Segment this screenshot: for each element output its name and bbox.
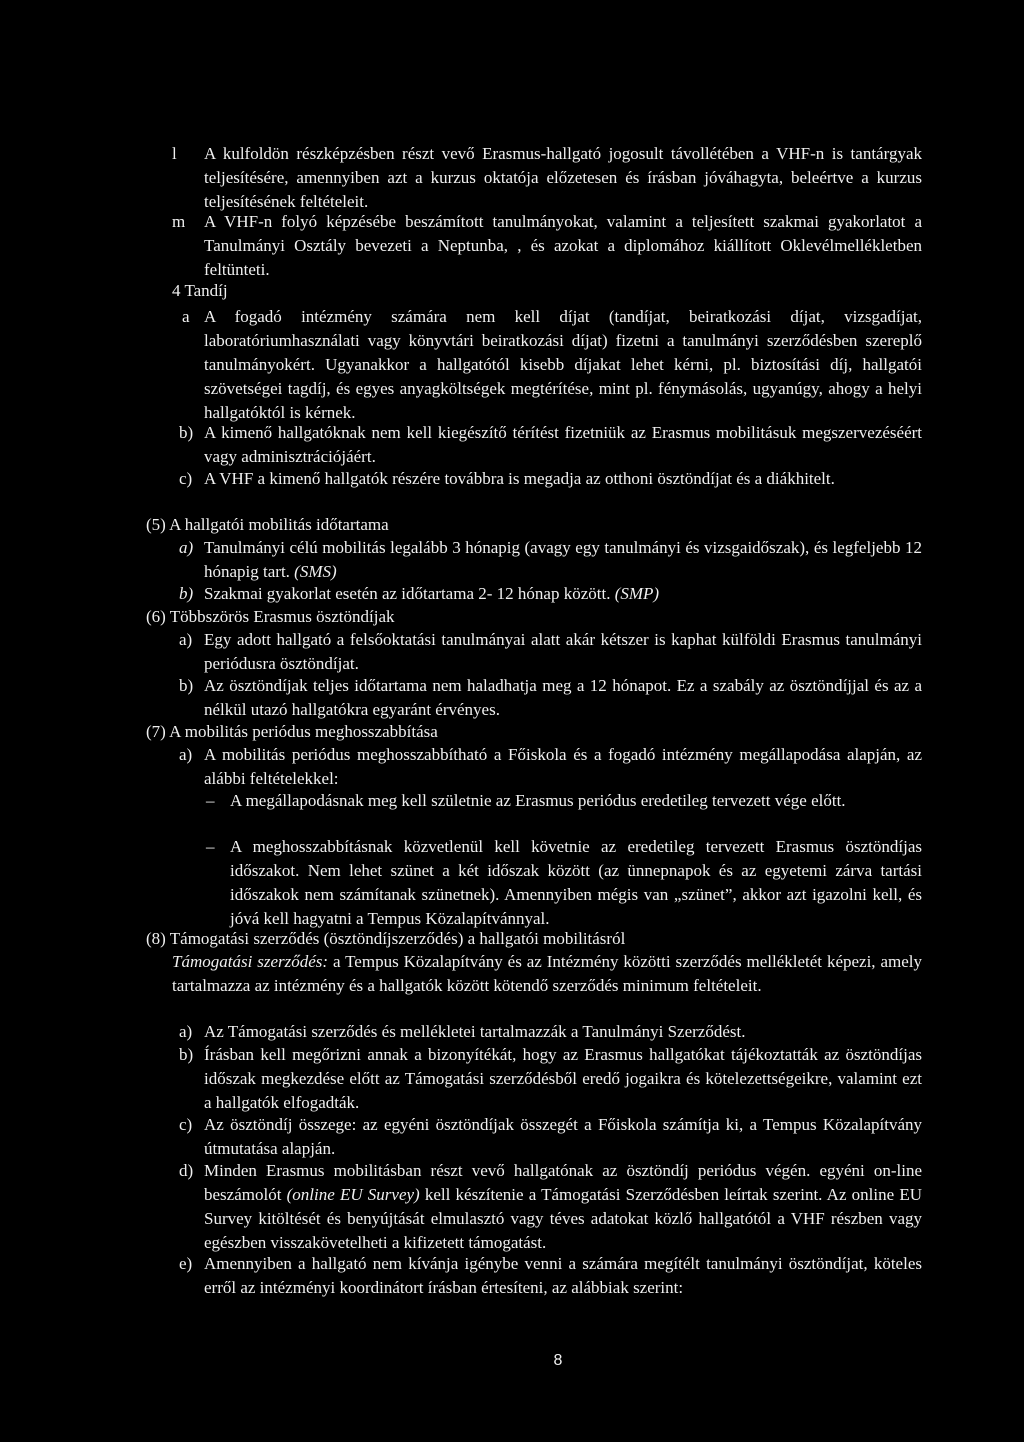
s4-c-label: c) — [179, 469, 193, 488]
item-l-label: l — [172, 144, 177, 163]
s8-intro — [172, 950, 922, 998]
s8-a-label: a) — [179, 1022, 193, 1041]
s5-b-text — [204, 582, 922, 606]
item-m-label: m — [172, 212, 186, 231]
page-number: 8 — [553, 1352, 563, 1369]
s8-d-text — [204, 1159, 922, 1255]
s8-d-body2: kell készítenie a Támogatási Szerződésben leírtak szerint. Az online EU Survey kitöltését és benyújtását elmulasztó vagy téves adatokat közlő hallgatótól a VHF részben vagy egészben visszakövetelheti a kifizetett támogatást. — [204, 1185, 923, 1252]
s6-a-text: Egy adott hallgató a felsőoktatási tanulmányai alatt akár kétszer is kaphat külföldi Erasmus tanulmányi periódusra ösztöndíjat. — [204, 630, 922, 673]
s5-a-body: Tanulmányi célú mobilitás legalább 3 hónapig (avagy egy tanulmányi és vizsgaidőszak), és legfeljebb 12 hónapig tart. — [204, 538, 922, 581]
s8-c-text: Az ösztöndíj összege: az egyéni ösztöndíjak összegét a Főiskola számítja ki, a Tempus Közalapítvány útmutatása alapján. — [204, 1115, 922, 1158]
section-5-heading: (5) A hallgatói mobilitás időtartama — [146, 515, 389, 534]
s8-a-text: Az Támogatási szerződés és mellékletei tartalmazzák a Tanulmányi Szerződést. — [204, 1022, 746, 1041]
s6-b-text: Az ösztöndíjak teljes időtartama nem haladhatja meg a 12 hónapot. Ez a szabály az ösztöndíjjal és az a nélkül utazó hallgatókra egyaránt érvényes. — [204, 676, 922, 719]
section-4-heading: 4 Tandíj — [172, 281, 228, 300]
s8-c-label: c) — [179, 1115, 193, 1134]
s4-a-label: a — [182, 307, 190, 326]
s8-d-label: d) — [179, 1161, 194, 1180]
s8-d-em: (online EU Survey) — [286, 1185, 420, 1204]
s6-b-label: b) — [179, 676, 194, 695]
s5-b-label: b) — [179, 584, 194, 603]
section-6-heading: (6) Többszörös Erasmus ösztöndíjak — [146, 607, 395, 626]
section-8-heading: (8) Támogatási szerződés (ösztöndíjszerződés) a hallgatói mobilitásról — [146, 929, 626, 948]
s4-c-text: A VHF a kimenő hallgatók részére továbbra is megadja az otthoni ösztöndíjat és a diákhitelt. — [204, 469, 835, 488]
s8-intro-body: a Tempus Közalapítvány és az Intézmény közötti szerződés mellékletét képezi, amely tartalmazza az intézmény és a hallgatók között kötendő szerződés minimum feltételeit. — [172, 952, 923, 995]
s7-dash2: – — [206, 837, 215, 856]
s5-a-tag: (SMS) — [294, 562, 337, 581]
s7-a-label: a) — [179, 745, 193, 764]
s7-a-text: A mobilitás periódus meghosszabbítható a Főiskola és a fogadó intézmény megállapodása alapján, az alábbi feltételekkel: — [204, 745, 922, 788]
s5-a-label: a) — [179, 538, 194, 557]
s7-dash1-text: A megállapodásnak meg kell születnie az Erasmus periódus eredetileg tervezett vége előtt. — [230, 791, 846, 810]
s8-b-label: b) — [179, 1045, 194, 1064]
s8-d-body1: Minden Erasmus mobilitásban részt vevő hallgatónak az ösztöndíj periódus végén. egyéni on-line beszámolót — [204, 1161, 922, 1204]
s5-b-tag: (SMP) — [614, 584, 660, 603]
s8-e-label: e) — [179, 1254, 193, 1273]
s4-b-text: A kimenő hallgatóknak nem kell kiegészítő térítést fizetniük az Erasmus mobilitásuk megszervezéséért vagy adminisztrációjáért. — [204, 423, 922, 466]
s5-b-body: Szakmai gyakorlat esetén az időtartama 2- 12 hónap között. — [204, 584, 611, 603]
s4-a-text: A fogadó intézmény számára nem kell díjat (tandíjat, beiratkozási díjat, vizsgadíjat, laboratóriumhasználati vagy könyvtári beiratkozási díjat) fizetni a tanulmányi szerződésben szereplő tanulmányokért. Ugyanakkor a hallgatótól kisebb díjakat lehet kérni, pl. biztosítási díj, hallgatói szövetségei tagdíj, és egyes anyagköltségek megtérítése, mint pl. fénymásolás, ugyanúgy, ahogy a helyi hallgatóktól is kérnek. — [204, 307, 922, 422]
s6-a-label: a) — [179, 630, 193, 649]
s5-a-text — [204, 536, 922, 584]
s7-dash1: – — [206, 791, 215, 810]
s7-dash2-text: A meghosszabbításnak közvetlenül kell követnie az eredetileg tervezett Erasmus ösztöndíjas időszakot. Nem lehet szünet a két időszak között (az ünnepnapok és az egyetemi zárva tartási időszakok nem számítanak szünetnek). Amennyiben mégis van „szünet”, akkor azt igazolni kell, és jóvá kell hagyatni a Tempus Közalapítvánnyal. — [230, 837, 922, 928]
item-m-text: A VHF-n folyó képzésébe beszámított tanulmányokat, valamint a teljesített szakmai gyakorlatot a Tanulmányi Osztály bevezeti a Neptunba, , és azokat a diplomához kiállított Oklevélmellékletben feltünteti. — [204, 212, 922, 279]
s8-intro-em: Támogatási szerződés: — [172, 952, 329, 971]
item-l-text: A kulfoldön részképzésben részt vevő Erasmus-hallgató jogosult távollétében a VHF-n is tantárgyak teljesítésére, amennyiben azt a kurzus oktatója előzetesen és írásban jóváhagyta, beleértve a kurzus teljesítésének feltételeit. — [204, 144, 922, 211]
s8-b-text: Írásban kell megőrizni annak a bizonyítékát, hogy az Erasmus hallgatókat tájékoztatták az ösztöndíjas időszak megkezdése előtt az Támogatási szerződésből eredő jogaikra és kötelezettségeikre, valamint ezt a hallgatók elfogadták. — [204, 1045, 922, 1112]
section-7-heading: (7) A mobilitás periódus meghosszabbítása — [146, 722, 438, 741]
s4-b-label: b) — [179, 423, 194, 442]
s8-e-text: Amennyiben a hallgató nem kívánja igénybe venni a számára megítélt tanulmányi ösztöndíjat, köteles erről az intézményi koordinátort írásban értesíteni, az alábbiak szerint: — [204, 1254, 922, 1297]
